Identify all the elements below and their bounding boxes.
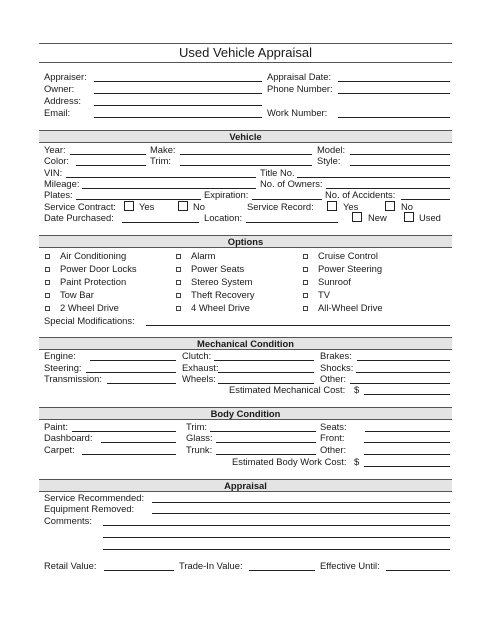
work-number-field[interactable] — [338, 117, 450, 118]
owner-field[interactable] — [94, 93, 262, 94]
mechanical-other-label: Other: — [320, 373, 347, 384]
estimated-mechanical-cost-field[interactable] — [364, 394, 450, 395]
option-tow-bar: Tow Bar — [60, 289, 94, 300]
option-checkbox[interactable] — [176, 254, 181, 259]
option-checkbox[interactable] — [45, 280, 50, 285]
service-contract-label: Service Contract: — [44, 201, 116, 212]
option-power-door-locks: Power Door Locks — [60, 263, 137, 274]
make-label: Make: — [150, 144, 176, 155]
option-checkbox[interactable] — [303, 254, 308, 259]
engine-field[interactable] — [90, 360, 176, 361]
mechanical-other-field[interactable] — [350, 383, 450, 384]
front-field[interactable] — [364, 442, 450, 443]
service-contract-yes-label: Yes — [139, 201, 155, 212]
trade-in-value-label: Trade-In Value: — [179, 560, 243, 571]
equipment-removed-field[interactable] — [152, 513, 450, 514]
appraiser-field[interactable] — [94, 81, 262, 82]
comments-label: Comments: — [44, 515, 92, 526]
title-rule — [39, 62, 452, 63]
model-label: Model: — [317, 144, 346, 155]
option-all-wheel-drive: All-Wheel Drive — [318, 302, 383, 313]
wheels-label: Wheels: — [182, 373, 216, 384]
clutch-field[interactable] — [214, 360, 314, 361]
color-field[interactable] — [76, 165, 146, 166]
service-record-no-checkbox[interactable] — [385, 201, 395, 211]
special-modifications-label: Special Modifications: — [44, 315, 135, 326]
glass-label: Glass: — [186, 432, 213, 443]
expiration-label: Expiration: — [204, 189, 249, 200]
option-power-steering: Power Steering — [318, 263, 383, 274]
brakes-field[interactable] — [357, 360, 450, 361]
option-checkbox[interactable] — [45, 293, 50, 298]
plates-field[interactable] — [76, 199, 201, 200]
retail-value-label: Retail Value: — [44, 560, 97, 571]
option-checkbox[interactable] — [176, 267, 181, 272]
owner-label: Owner: — [44, 83, 75, 94]
option-checkbox[interactable] — [176, 280, 181, 285]
service-record-yes-label: Yes — [343, 201, 359, 212]
body-trim-label: Trim: — [186, 421, 207, 432]
body-other-field[interactable] — [364, 454, 450, 455]
option-checkbox[interactable] — [303, 267, 308, 272]
dashboard-label: Dashboard: — [44, 432, 93, 443]
used-label: Used — [419, 212, 441, 223]
make-field[interactable] — [180, 154, 312, 155]
used-checkbox[interactable] — [404, 212, 414, 222]
transmission-field[interactable] — [107, 383, 176, 384]
date-purchased-field[interactable] — [122, 222, 199, 223]
effective-until-label: Effective Until: — [320, 560, 380, 571]
plates-label: Plates: — [44, 189, 73, 200]
body-heading: Body Condition — [39, 407, 452, 419]
address-label: Address: — [44, 95, 81, 106]
mechanical-rule — [39, 349, 452, 350]
option-checkbox[interactable] — [303, 280, 308, 285]
exhaust-label: Exhaust: — [182, 362, 219, 373]
trim-field[interactable] — [180, 165, 312, 166]
service-record-no-label: No — [401, 201, 413, 212]
model-field[interactable] — [350, 154, 450, 155]
comments-field-line-2[interactable] — [103, 537, 450, 538]
year-field[interactable] — [70, 154, 146, 155]
vin-field[interactable] — [66, 177, 256, 178]
phone-number-field[interactable] — [338, 93, 450, 94]
brakes-label: Brakes: — [320, 350, 352, 361]
service-contract-yes-checkbox[interactable] — [124, 201, 134, 211]
no-of-accidents-label: No. of Accidents: — [325, 189, 396, 200]
new-label: New — [368, 212, 387, 223]
option-alarm: Alarm — [191, 250, 216, 261]
expiration-field[interactable] — [252, 199, 322, 200]
appraisal-date-label: Appraisal Date: — [267, 71, 332, 82]
seats-field[interactable] — [365, 431, 450, 432]
clutch-label: Clutch: — [182, 350, 212, 361]
appraisal-heading: Appraisal — [39, 479, 452, 491]
shocks-label: Shocks: — [320, 362, 354, 373]
no-of-accidents-field[interactable] — [401, 199, 450, 200]
service-recommended-label: Service Recommended: — [44, 492, 145, 503]
option-checkbox[interactable] — [45, 306, 50, 311]
option-stereo-system: Stereo System — [191, 276, 253, 287]
vehicle-rule — [39, 142, 452, 143]
vehicle-heading: Vehicle — [39, 130, 452, 142]
email-label: Email: — [44, 107, 71, 118]
retail-value-field[interactable] — [104, 570, 174, 571]
option-cruise-control: Cruise Control — [318, 250, 378, 261]
option-theft-recovery: Theft Recovery — [191, 289, 255, 300]
work-number-label: Work Number: — [267, 107, 328, 118]
style-label: Style: — [317, 155, 341, 166]
option-checkbox[interactable] — [45, 254, 50, 259]
carpet-field[interactable] — [82, 454, 176, 455]
service-contract-no-checkbox[interactable] — [178, 201, 188, 211]
option-power-seats: Power Seats — [191, 263, 245, 274]
service-contract-no-label: No — [193, 201, 205, 212]
appraisal-date-field[interactable] — [338, 81, 450, 82]
new-checkbox[interactable] — [352, 212, 362, 222]
steering-label: Steering: — [44, 362, 82, 373]
option-checkbox[interactable] — [176, 293, 181, 298]
option-paint-protection: Paint Protection — [60, 276, 127, 287]
no-of-owners-label: No. of Owners: — [260, 178, 323, 189]
mechanical-heading: Mechanical Condition — [39, 337, 452, 349]
estimated-mechanical-cost-label: Estimated Mechanical Cost: — [229, 384, 346, 395]
transmission-label: Transmission: — [44, 373, 102, 384]
location-label: Location: — [204, 212, 243, 223]
body-currency-symbol: $ — [354, 456, 360, 467]
option-air-conditioning: Air Conditioning — [60, 250, 127, 261]
option-checkbox[interactable] — [303, 293, 308, 298]
service-recommended-field[interactable] — [152, 502, 450, 503]
year-label: Year: — [44, 144, 66, 155]
trunk-field[interactable] — [216, 454, 316, 455]
mileage-label: Mileage: — [44, 178, 80, 189]
option-checkbox[interactable] — [176, 306, 181, 311]
mechanical-currency-symbol: $ — [354, 384, 360, 395]
effective-until-field[interactable] — [386, 570, 450, 571]
front-label: Front: — [320, 432, 345, 443]
carpet-label: Carpet: — [44, 444, 75, 455]
trim-label: Trim: — [150, 155, 171, 166]
vin-label: VIN: — [44, 167, 63, 178]
option-2-wheel-drive: 2 Wheel Drive — [60, 302, 119, 313]
body-trim-field[interactable] — [210, 431, 316, 432]
style-field[interactable] — [350, 165, 450, 166]
special-modifications-field[interactable] — [146, 325, 450, 326]
shocks-field[interactable] — [356, 372, 450, 373]
email-field[interactable] — [94, 117, 262, 118]
comments-field-line-1[interactable] — [103, 525, 450, 526]
service-record-yes-checkbox[interactable] — [327, 201, 337, 211]
date-purchased-label: Date Purchased: — [44, 212, 114, 223]
options-rule — [39, 247, 452, 248]
option-4-wheel-drive: 4 Wheel Drive — [191, 302, 250, 313]
top-rule — [39, 43, 452, 44]
trunk-label: Trunk: — [186, 444, 213, 455]
service-record-label: Service Record: — [247, 201, 314, 212]
paint-label: Paint: — [44, 421, 68, 432]
options-heading: Options — [39, 235, 452, 247]
estimated-body-work-cost-label: Estimated Body Work Cost: — [232, 456, 347, 467]
color-label: Color: — [44, 155, 70, 166]
option-tv: TV — [318, 289, 330, 300]
seats-label: Seats: — [320, 421, 347, 432]
option-checkbox[interactable] — [45, 267, 50, 272]
location-field[interactable] — [246, 222, 338, 223]
body-rule — [39, 419, 452, 420]
address-field[interactable] — [94, 105, 262, 106]
title-no-label: Title No. — [260, 167, 295, 178]
phone-number-label: Phone Number: — [267, 83, 333, 94]
exhaust-field[interactable] — [218, 372, 314, 373]
glass-field[interactable] — [216, 442, 316, 443]
appraiser-label: Appraiser: — [44, 71, 87, 82]
estimated-body-work-cost-field[interactable] — [364, 466, 450, 467]
option-sunroof: Sunroof — [318, 276, 351, 287]
comments-field-line-3[interactable] — [103, 549, 450, 550]
option-checkbox[interactable] — [303, 306, 308, 311]
trade-in-value-field[interactable] — [249, 570, 315, 571]
page-title: Used Vehicle Appraisal — [179, 45, 312, 60]
body-other-label: Other: — [320, 444, 347, 455]
dashboard-field[interactable] — [101, 442, 176, 443]
equipment-removed-label: Equipment Removed: — [44, 503, 135, 514]
engine-label: Engine: — [44, 350, 76, 361]
